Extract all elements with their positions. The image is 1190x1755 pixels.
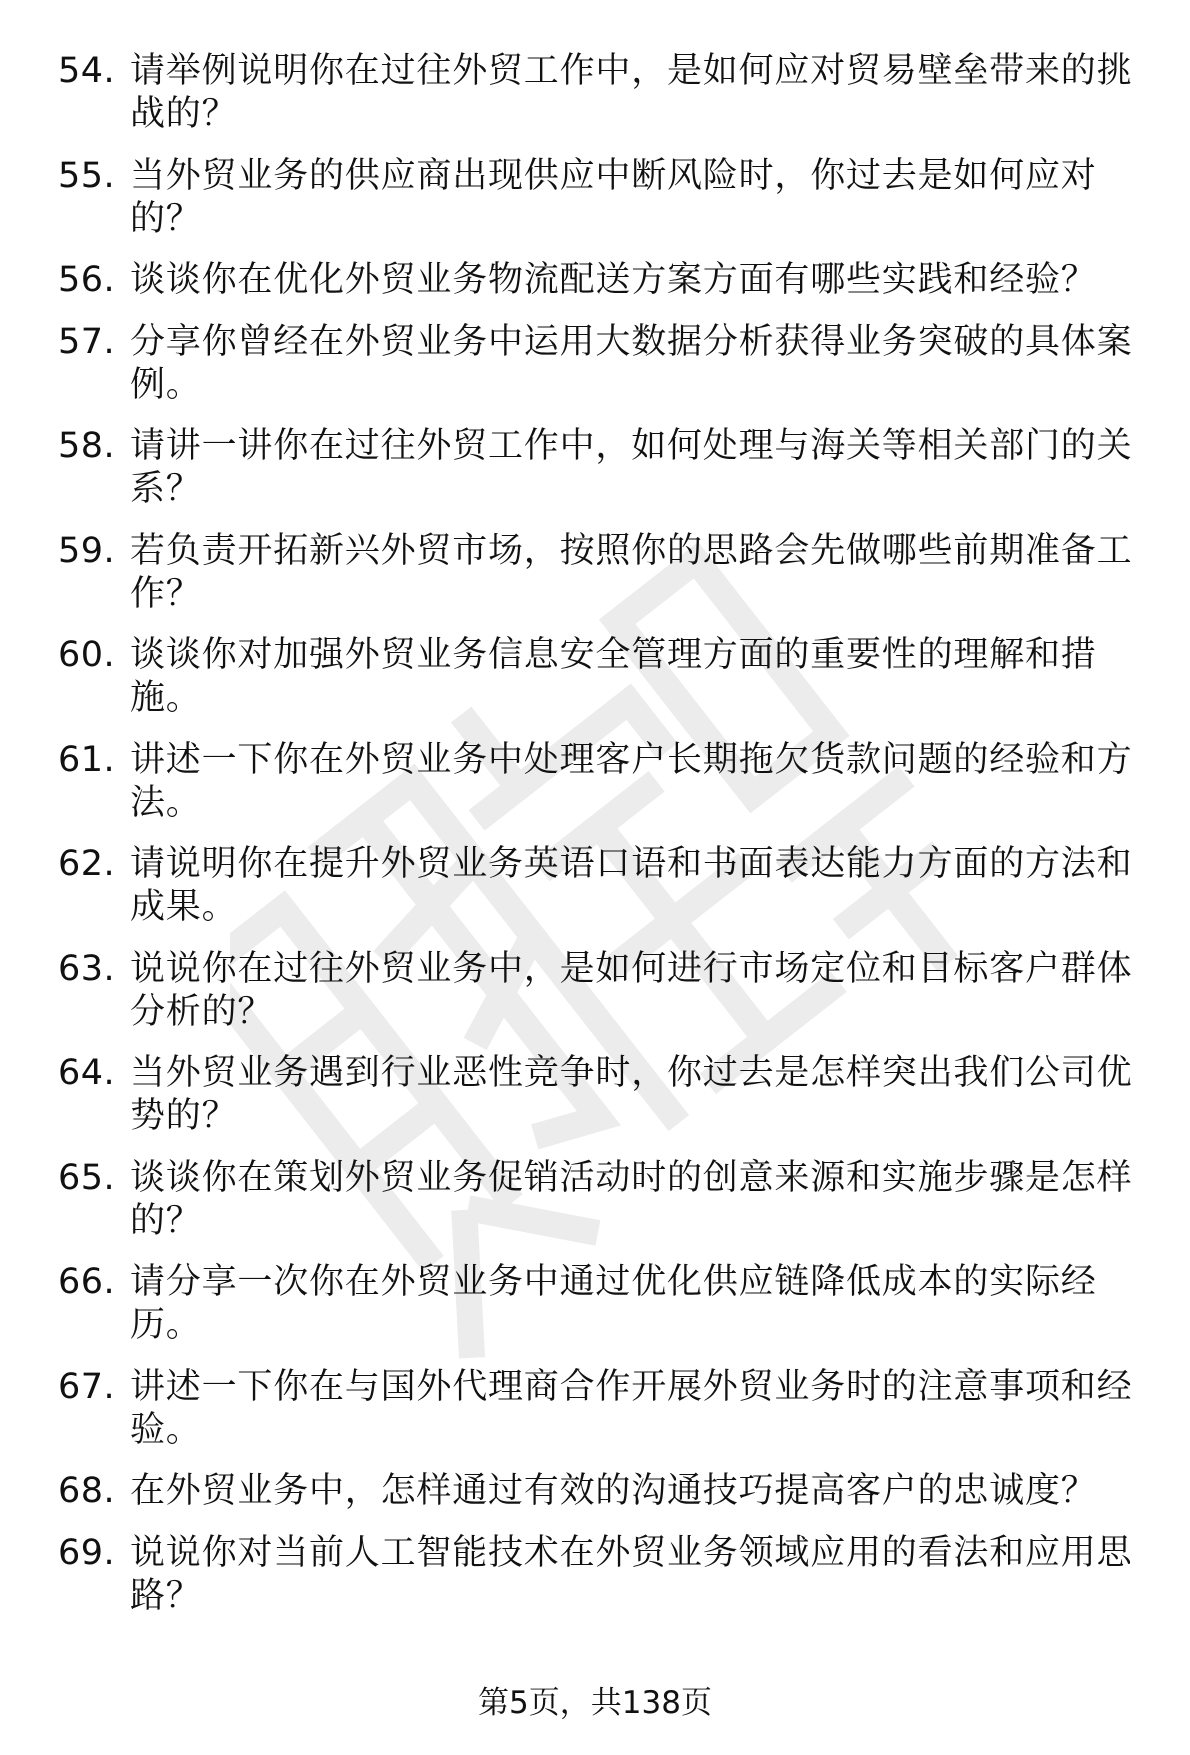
question-number: 66. xyxy=(58,1262,116,1302)
question-item xyxy=(58,1052,1158,1138)
question-text: 说说你在过往外贸业务中，是如何进行市场定位和目标客户群体分析的？ xyxy=(130,948,1133,1032)
question-item xyxy=(58,948,1158,1034)
question-text: 请分享一次你在外贸业务中通过优化供应链降低成本的实际经历。 xyxy=(130,1262,1097,1345)
question-item xyxy=(58,634,1158,720)
page-number-footer: 第5页，共138页 xyxy=(478,1685,712,1721)
question-text: 讲述一下你在外贸业务中处理客户长期拖欠货款问题的经验和方法。 xyxy=(130,739,1133,823)
question-item xyxy=(58,259,1158,302)
question-number: 69. xyxy=(58,1532,116,1573)
question-number: 63. xyxy=(58,948,116,989)
question-number: 61. xyxy=(58,739,116,780)
question-text: 当外贸业务遇到行业恶性竞争时，你过去是怎样突出我们公司优势的？ xyxy=(130,1053,1133,1136)
question-number: 62. xyxy=(58,844,116,884)
question-text: 请讲一讲你在过往外贸工作中，如何处理与海关等相关部门的关系？ xyxy=(130,426,1133,509)
question-number: 60. xyxy=(58,635,116,675)
question-number: 58. xyxy=(58,426,116,466)
question-list xyxy=(58,50,1158,1636)
question-item xyxy=(58,1366,1158,1452)
question-number: 56. xyxy=(58,260,116,300)
question-item xyxy=(58,739,1158,825)
question-item xyxy=(58,843,1158,929)
question-text: 在外贸业务中，怎样通过有效的沟通技巧提高客户的忠诚度？ xyxy=(130,1471,1097,1511)
question-text: 谈谈你在策划外贸业务促销活动时的创意来源和实施步骤是怎样的？ xyxy=(130,1157,1133,1241)
question-number: 54. xyxy=(58,51,116,91)
question-number: 55. xyxy=(58,155,116,196)
question-item xyxy=(58,155,1158,241)
question-number: 65. xyxy=(58,1157,116,1198)
question-item xyxy=(58,1261,1158,1347)
question-text: 讲述一下你在与国外代理商合作开展外贸业务时的注意事项和经验。 xyxy=(130,1366,1133,1450)
question-item xyxy=(58,530,1158,616)
question-text: 谈谈你对加强外贸业务信息安全管理方面的重要性的理解和措施。 xyxy=(130,635,1097,718)
question-number: 64. xyxy=(58,1053,116,1093)
question-text: 当外贸业务的供应商出现供应中断风险时，你过去是如何应对的？ xyxy=(130,155,1097,239)
question-number: 67. xyxy=(58,1366,116,1407)
question-text: 分享你曾经在外贸业务中运用大数据分析获得业务突破的具体案例。 xyxy=(130,321,1133,405)
question-number: 59. xyxy=(58,530,116,571)
question-number: 68. xyxy=(58,1471,116,1511)
question-text: 请举例说明你在过往外贸工作中，是如何应对贸易壁垒带来的挑战的？ xyxy=(130,51,1133,134)
question-text: 说说你对当前人工智能技术在外贸业务领域应用的看法和应用思路？ xyxy=(130,1532,1133,1616)
question-item xyxy=(58,1532,1158,1618)
question-text: 请说明你在提升外贸业务英语口语和书面表达能力方面的方法和成果。 xyxy=(130,844,1133,927)
question-number: 57. xyxy=(58,321,116,362)
question-item xyxy=(58,1157,1158,1243)
question-text: 若负责开拓新兴外贸市场，按照你的思路会先做哪些前期准备工作？ xyxy=(130,530,1133,614)
question-item xyxy=(58,321,1158,407)
question-item xyxy=(58,1470,1158,1513)
question-item xyxy=(58,50,1158,136)
question-text: 谈谈你在优化外贸业务物流配送方案方面有哪些实践和经验？ xyxy=(130,260,1097,300)
question-item xyxy=(58,425,1158,511)
